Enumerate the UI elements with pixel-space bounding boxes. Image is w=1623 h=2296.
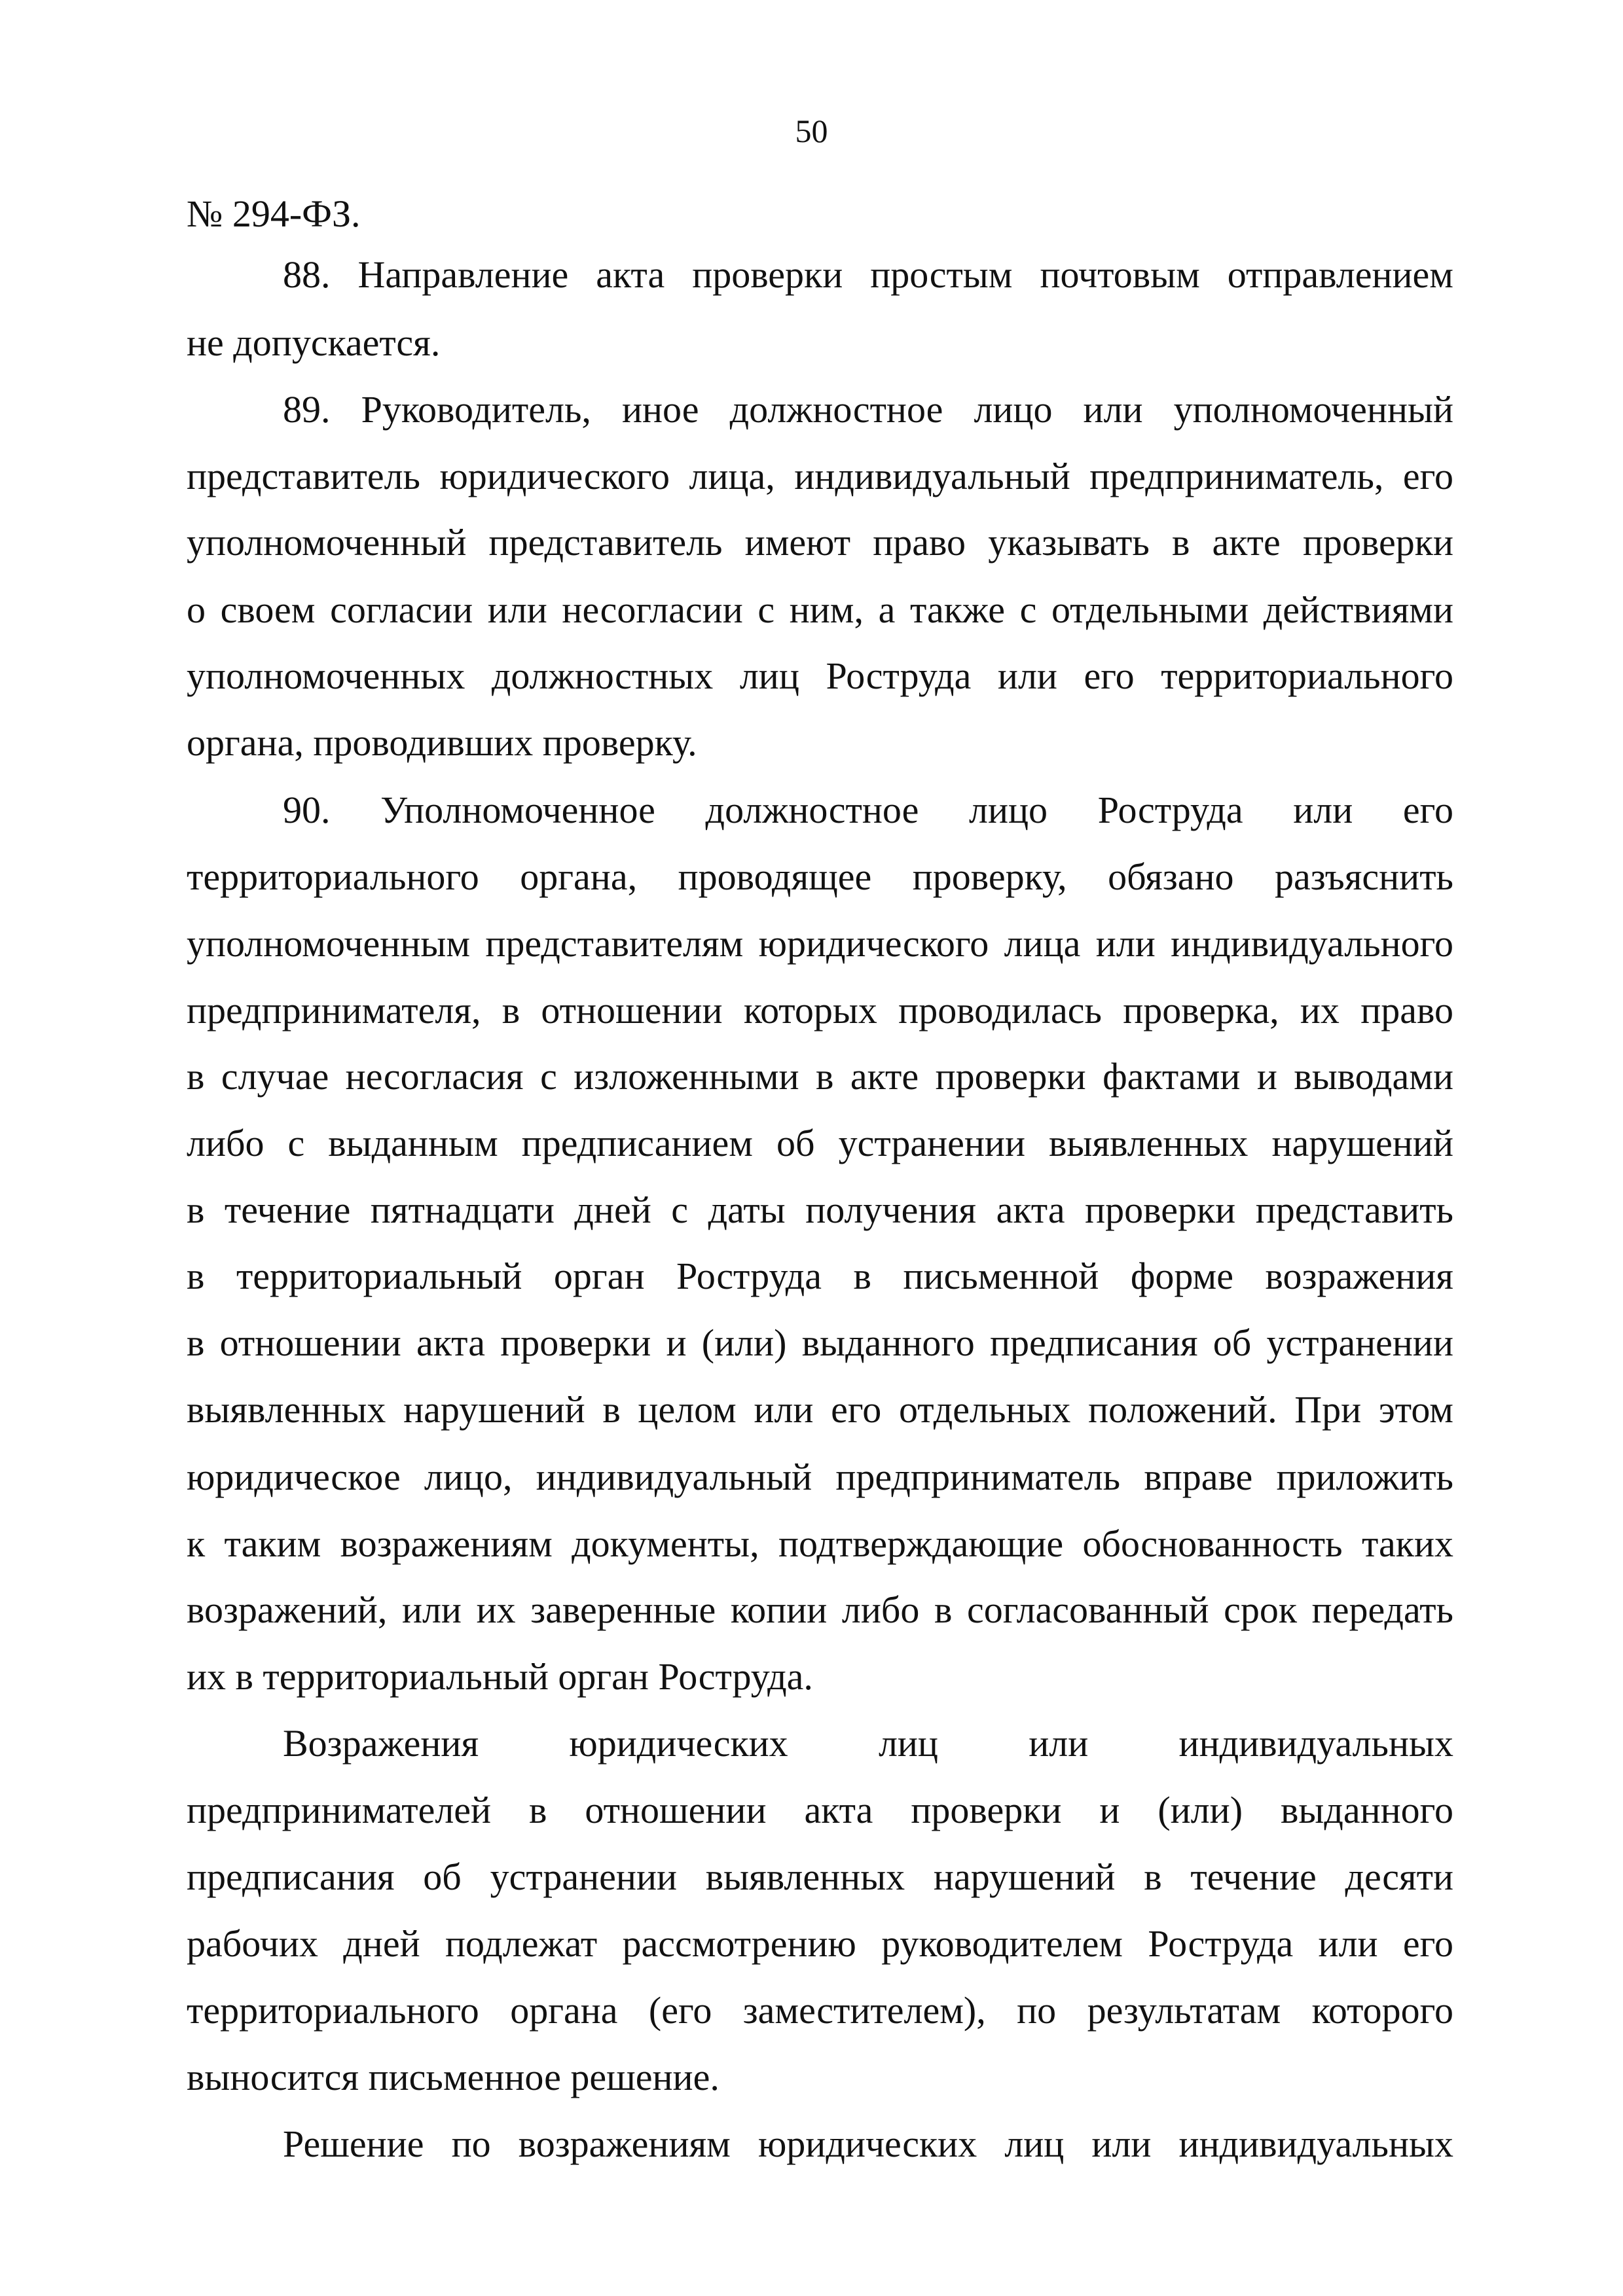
text-line: предписания об устранении выявленных нарушений в течение десяти [187, 1856, 1453, 1898]
text-line: не допускается. [187, 321, 441, 364]
text-line: в течение пятнадцати дней с даты получения акта проверки представить [187, 1189, 1453, 1231]
text-line: их в территориальный орган Роструда. [187, 1655, 813, 1698]
text-line: либо с выданным предписанием об устранении выявленных нарушений [187, 1122, 1453, 1164]
text-line: предпринимателей в отношении акта проверки и (или) выданного [187, 1789, 1453, 1831]
text-line: уполномоченным представителям юридического лица или индивидуального [187, 922, 1453, 965]
text-line: юридическое лицо, индивидуальный предприниматель вправе приложить [187, 1456, 1453, 1498]
text-line: в территориальный орган Роструда в письменной форме возражения [187, 1255, 1453, 1297]
text-line: представитель юридического лица, индивидуальный предприниматель, его [187, 455, 1453, 497]
text-line: территориального органа, проводящее проверку, обязано разъяснить [187, 855, 1453, 898]
text-line: 90. Уполномоченное должностное лицо Роструда или его [283, 789, 1453, 831]
text-line: к таким возражениям документы, подтверждающие обоснованность таких [187, 1522, 1453, 1565]
text-line: рабочих дней подлежат рассмотрению руководителем Роструда или его [187, 1922, 1453, 1965]
text-line: 88. Направление акта проверки простым почтовым отправлением [283, 253, 1453, 296]
text-line: 89. Руководитель, иное должностное лицо или уполномоченный [283, 388, 1453, 431]
text-line: уполномоченных должностных лиц Роструда или его территориального [187, 655, 1453, 697]
text-line: возражений, или их заверенные копии либо в согласованный срок передать [187, 1588, 1453, 1631]
page-number: 50 [795, 113, 828, 149]
text-line: уполномоченный представитель имеют право указывать в акте проверки [187, 521, 1453, 564]
text-line: выносится письменное решение. [187, 2056, 720, 2098]
text-line: Решение по возражениям юридических лиц или индивидуальных [283, 2123, 1453, 2165]
text-line: предпринимателя, в отношении которых проводилась проверка, их право [187, 989, 1453, 1031]
text-line: в случае несогласия с изложенными в акте проверки фактами и выводами [187, 1055, 1453, 1098]
text-line: о своем согласии или несогласии с ним, а также с отдельными действиями [187, 588, 1453, 631]
text-line: территориального органа (его заместителем), по результатам которого [187, 1989, 1453, 2032]
text-line: в отношении акта проверки и (или) выданного предписания об устранении [187, 1321, 1453, 1364]
text-line: выявленных нарушений в целом или его отдельных положений. При этом [187, 1388, 1453, 1431]
text-line: органа, проводивших проверку. [187, 721, 697, 764]
text-line: № 294-ФЗ. [187, 192, 361, 235]
text-line: Возражения юридических лиц или индивидуальных [283, 1722, 1453, 1765]
